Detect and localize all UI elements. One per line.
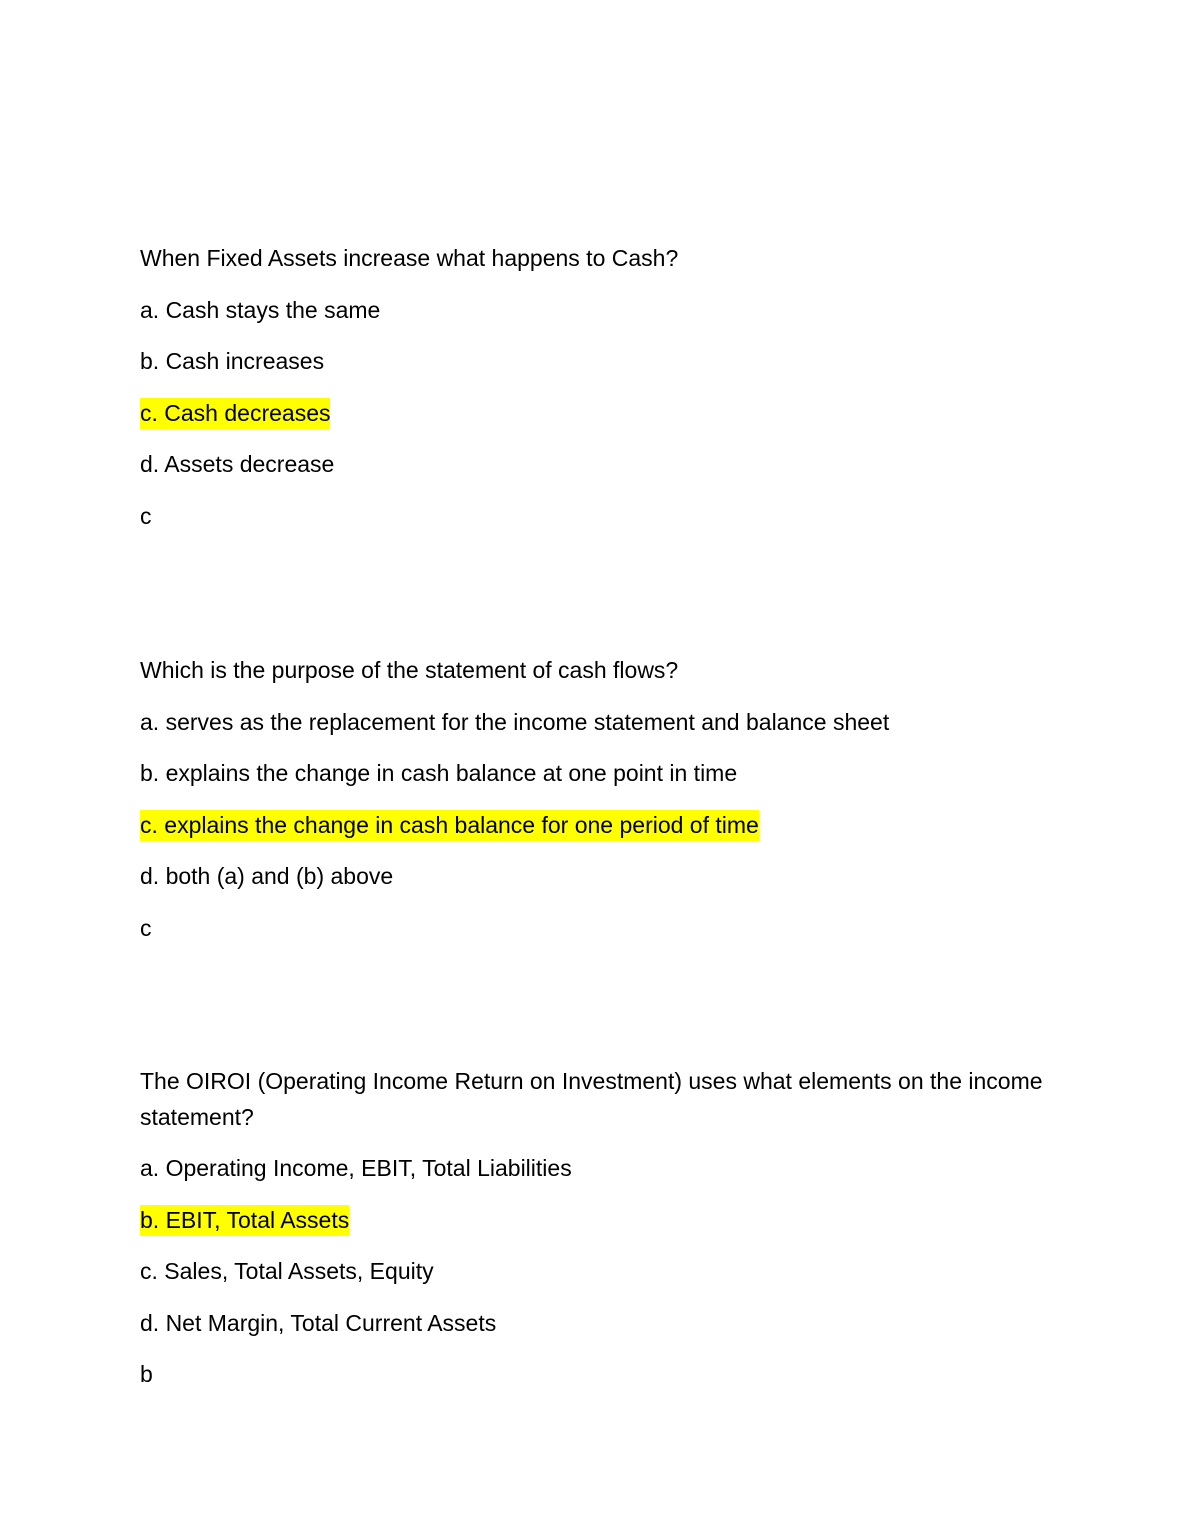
highlighted-option-text: c. explains the change in cash balance for one period of time — [140, 810, 759, 841]
option-text: a. serves as the replacement for the income statement and balance sheet — [140, 708, 890, 735]
answer-key: c — [140, 502, 152, 529]
option-d — [140, 1305, 1050, 1341]
option-b — [140, 755, 1050, 791]
option-b-highlighted — [140, 1202, 1050, 1238]
option-text: b. Cash increases — [140, 348, 325, 374]
option-b — [140, 343, 1050, 379]
highlighted-option-text: c. Cash decreases — [140, 398, 330, 429]
option-text: d. both (a) and (b) above — [140, 863, 394, 889]
option-a — [140, 704, 1050, 740]
option-text: a. Operating Income, EBIT, Total Liabilities — [140, 1155, 572, 1181]
question-block-1 — [140, 240, 1050, 549]
option-c — [140, 1253, 1050, 1289]
highlighted-option-text: b. EBIT, Total Assets — [140, 1205, 349, 1236]
question-text: Which is the purpose of the statement of cash flows? — [140, 657, 679, 683]
option-d — [140, 446, 1050, 482]
option-d — [140, 858, 1050, 894]
question-text: When Fixed Assets increase what happens to Cash? — [140, 245, 679, 271]
option-text: a. Cash stays the same — [140, 296, 381, 323]
question-text: The OIROI (Operating Income Return on Investment) uses what elements on the income statement? — [140, 1068, 1043, 1130]
option-text: c. Sales, Total Assets, Equity — [140, 1258, 434, 1284]
option-c-highlighted — [140, 395, 1050, 431]
option-text: b. explains the change in cash balance at one point in time — [140, 760, 738, 786]
option-a — [140, 1150, 1050, 1186]
option-c-highlighted — [140, 807, 1050, 843]
question-block-2 — [140, 652, 1050, 961]
option-text: d. Assets decrease — [140, 451, 335, 477]
answer-key: c — [140, 914, 152, 941]
option-text: d. Net Margin, Total Current Assets — [140, 1309, 497, 1336]
answer-key: b — [140, 1361, 153, 1387]
option-a — [140, 292, 1050, 328]
question-block-3 — [140, 1063, 1050, 1408]
